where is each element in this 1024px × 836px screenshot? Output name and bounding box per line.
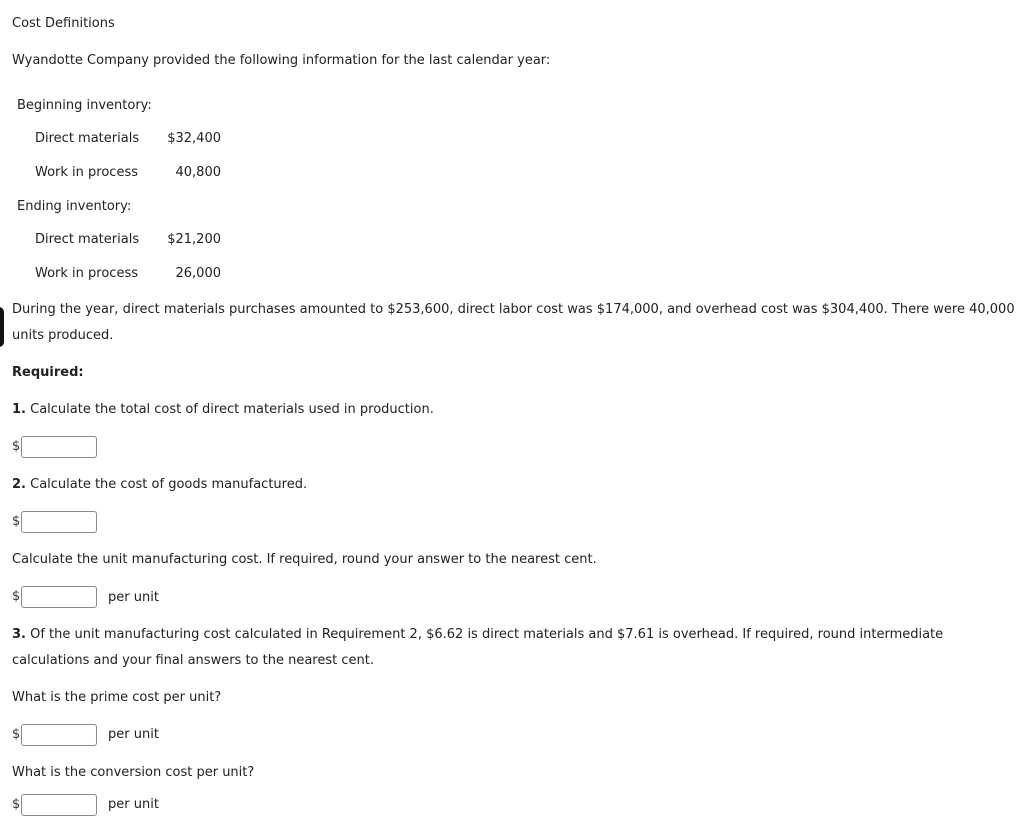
side-scroll-marker xyxy=(0,307,4,347)
beginning-work-in-process-value: 40,800 xyxy=(175,165,221,180)
currency-symbol: $ xyxy=(12,589,21,604)
per-unit-label: per unit xyxy=(108,797,159,812)
per-unit-label: per unit xyxy=(108,590,159,605)
beginning-work-in-process-label: Work in process xyxy=(35,165,138,180)
unit-manufacturing-cost-prompt: Calculate the unit manufacturing cost. If required, round your answer to the nearest cent. xyxy=(12,552,597,567)
question-1-text: Calculate the total cost of direct materials used in production. xyxy=(25,402,434,417)
prime-cost-per-unit-input[interactable] xyxy=(21,724,97,746)
currency-symbol: $ xyxy=(12,514,21,529)
unit-manufacturing-cost-input[interactable] xyxy=(21,586,97,608)
direct-materials-used-input[interactable] xyxy=(21,436,97,458)
currency-symbol: $ xyxy=(12,797,21,812)
year-info-text: During the year, direct materials purchases amounted to $253,600, direct labor cost was $174,000, and overhead cost was $304,400. There were 40,000 units produced. xyxy=(12,302,1015,343)
conversion-cost-prompt: What is the conversion cost per unit? xyxy=(12,765,255,780)
cost-of-goods-manufactured-input[interactable] xyxy=(21,511,97,533)
question-1 xyxy=(12,402,434,417)
ending-inventory-heading: Ending inventory: xyxy=(17,199,132,214)
currency-symbol: $ xyxy=(12,439,21,454)
question-3 xyxy=(12,622,1020,674)
question-3-text: Of the unit manufacturing cost calculated in Requirement 2, $6.62 is direct materials and $7.61 is overhead. If required, round intermediate calculations and your final answers to the nearest cent. xyxy=(12,627,944,668)
conversion-cost-per-unit-input[interactable] xyxy=(21,794,97,816)
question-2-text: Calculate the cost of goods manufactured. xyxy=(25,477,308,492)
beginning-inventory-heading: Beginning inventory: xyxy=(17,98,152,113)
beginning-direct-materials-label: Direct materials xyxy=(35,131,140,146)
page-title: Cost Definitions xyxy=(12,16,115,31)
ending-direct-materials-label: Direct materials xyxy=(35,232,140,247)
ending-direct-materials-value: $21,200 xyxy=(167,232,221,247)
question-1-number: 1. xyxy=(12,402,26,417)
required-heading: Required: xyxy=(12,365,84,380)
question-3-number: 3. xyxy=(12,627,26,642)
beginning-direct-materials-value: $32,400 xyxy=(167,131,221,146)
ending-work-in-process-label: Work in process xyxy=(35,266,138,281)
per-unit-label: per unit xyxy=(108,727,159,742)
ending-work-in-process-value: 26,000 xyxy=(175,266,221,281)
question-2-number: 2. xyxy=(12,477,26,492)
question-2 xyxy=(12,477,307,492)
prime-cost-prompt: What is the prime cost per unit? xyxy=(12,690,222,705)
intro-text: Wyandotte Company provided the following information for the last calendar year: xyxy=(12,53,551,68)
currency-symbol: $ xyxy=(12,727,21,742)
